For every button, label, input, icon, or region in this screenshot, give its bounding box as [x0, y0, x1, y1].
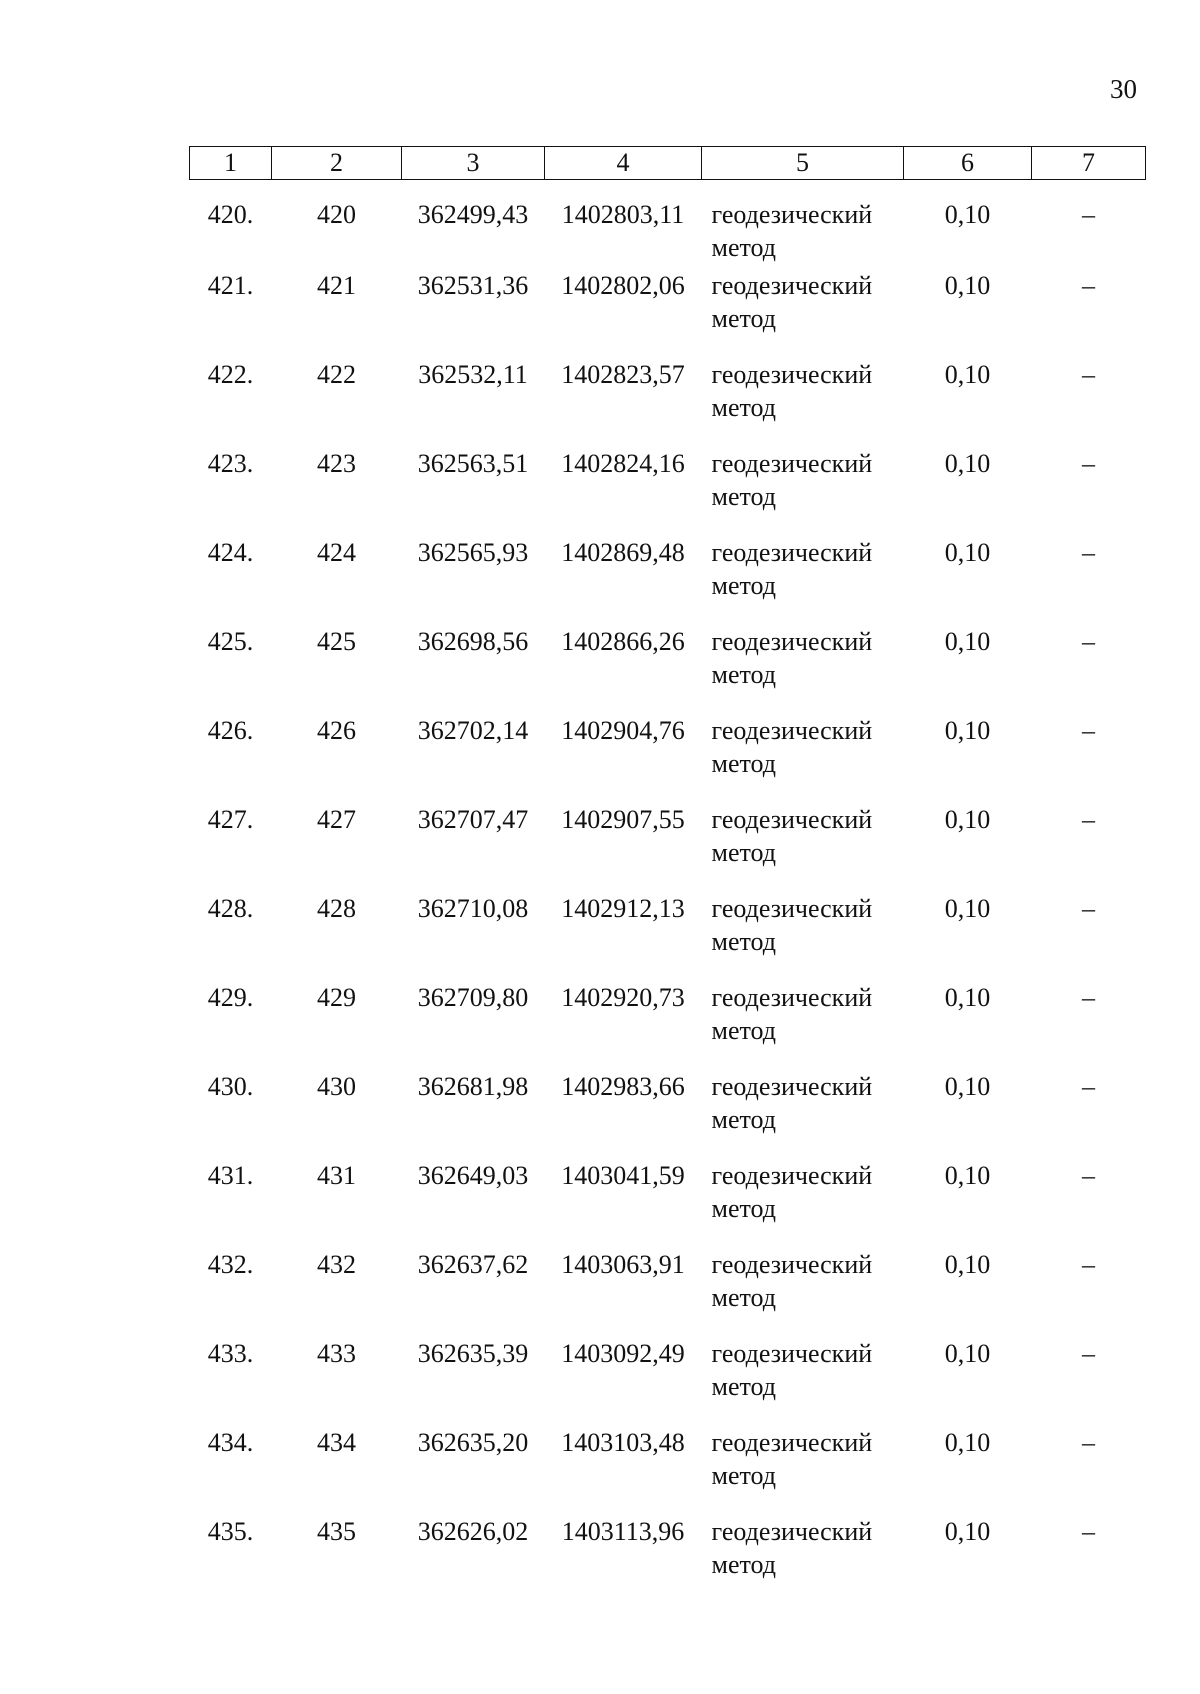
- method-line-2: метод: [711, 749, 776, 778]
- note-cell: –: [1082, 271, 1095, 300]
- row-number-cell: 420.: [207, 200, 254, 229]
- method-line-1: геодезический: [711, 200, 873, 229]
- method-cell: [702, 269, 904, 358]
- point-number-cell: 434: [317, 1428, 356, 1457]
- x-coordinate-cell: 362565,93: [417, 538, 529, 567]
- method-line-2: метод: [711, 1194, 776, 1223]
- table-row: [190, 714, 1146, 803]
- y-coordinate-cell: 1402824,16: [561, 449, 685, 478]
- column-header-5: 5: [702, 147, 904, 180]
- point-number-cell: 427: [317, 805, 356, 834]
- table-row: [190, 269, 1146, 358]
- note-cell: –: [1082, 983, 1095, 1012]
- table-row: [190, 625, 1146, 714]
- row-number-cell: 427.: [207, 805, 254, 834]
- row-number-cell: 428.: [207, 894, 254, 923]
- accuracy-cell: 0,10: [944, 627, 991, 656]
- page-number: 30: [1110, 74, 1137, 104]
- note-cell: –: [1082, 716, 1095, 745]
- row-number-cell: 429.: [207, 983, 254, 1012]
- x-coordinate-cell: 362707,47: [417, 805, 529, 834]
- method-cell: [702, 1515, 904, 1604]
- point-number-cell: 422: [317, 360, 356, 389]
- method-line-1: геодезический: [711, 449, 873, 478]
- point-number-cell: 433: [317, 1339, 356, 1368]
- accuracy-cell: 0,10: [944, 271, 991, 300]
- table-row: [190, 981, 1146, 1070]
- accuracy-cell: 0,10: [944, 1517, 991, 1546]
- point-number-cell: 432: [317, 1250, 356, 1279]
- point-number-cell: 428: [317, 894, 356, 923]
- table-row: [190, 447, 1146, 536]
- y-coordinate-cell: 1403103,48: [561, 1428, 685, 1457]
- y-coordinate-cell: 1402907,55: [561, 805, 685, 834]
- table-row: [190, 1159, 1146, 1248]
- x-coordinate-cell: 362637,62: [417, 1250, 529, 1279]
- method-line-2: метод: [711, 1372, 776, 1401]
- note-cell: –: [1082, 805, 1095, 834]
- note-cell: –: [1082, 538, 1095, 567]
- method-line-2: метод: [711, 1461, 776, 1490]
- point-number-cell: 435: [317, 1517, 356, 1546]
- table-body: [190, 180, 1146, 1605]
- column-header-7: 7: [1032, 147, 1146, 180]
- point-number-cell: 426: [317, 716, 356, 745]
- y-coordinate-cell: 1403092,49: [561, 1339, 685, 1368]
- y-coordinate-cell: 1402983,66: [561, 1072, 685, 1101]
- method-line-2: метод: [711, 838, 776, 867]
- method-line-1: геодезический: [711, 894, 873, 923]
- x-coordinate-cell: 362635,20: [417, 1428, 529, 1457]
- coordinates-table: [189, 146, 1146, 1604]
- row-number-cell: 435.: [207, 1517, 254, 1546]
- accuracy-cell: 0,10: [944, 538, 991, 567]
- point-number-cell: 429: [317, 983, 356, 1012]
- point-number-cell: 424: [317, 538, 356, 567]
- x-coordinate-cell: 362710,08: [417, 894, 529, 923]
- method-line-1: геодезический: [711, 983, 873, 1012]
- point-number-cell: 425: [317, 627, 356, 656]
- method-line-2: метод: [711, 927, 776, 956]
- method-line-1: геодезический: [711, 360, 873, 389]
- column-header-6: 6: [904, 147, 1032, 180]
- accuracy-cell: 0,10: [944, 1072, 991, 1101]
- method-line-1: геодезический: [711, 1072, 873, 1101]
- point-number-cell: 431: [317, 1161, 356, 1190]
- method-line-2: метод: [711, 1105, 776, 1134]
- point-number-cell: 430: [317, 1072, 356, 1101]
- y-coordinate-cell: 1403041,59: [561, 1161, 685, 1190]
- method-cell: [702, 1070, 904, 1159]
- method-line-1: геодезический: [711, 716, 873, 745]
- accuracy-cell: 0,10: [944, 983, 991, 1012]
- row-number-cell: 434.: [207, 1428, 254, 1457]
- method-line-1: геодезический: [711, 1428, 873, 1457]
- x-coordinate-cell: 362499,43: [417, 200, 529, 229]
- note-cell: –: [1082, 200, 1095, 229]
- note-cell: –: [1082, 449, 1095, 478]
- method-cell: [702, 1248, 904, 1337]
- method-cell: [702, 358, 904, 447]
- row-number-cell: 433.: [207, 1339, 254, 1368]
- table-row: [190, 1515, 1146, 1604]
- accuracy-cell: 0,10: [944, 200, 991, 229]
- row-number-cell: 424.: [207, 538, 254, 567]
- table-row: [190, 1337, 1146, 1426]
- method-line-2: метод: [711, 1016, 776, 1045]
- note-cell: –: [1082, 1428, 1095, 1457]
- point-number-cell: 420: [317, 200, 356, 229]
- note-cell: –: [1082, 1339, 1095, 1368]
- row-number-cell: 425.: [207, 627, 254, 656]
- row-number-cell: 426.: [207, 716, 254, 745]
- y-coordinate-cell: 1402866,26: [561, 627, 685, 656]
- row-number-cell: 431.: [207, 1161, 254, 1190]
- x-coordinate-cell: 362681,98: [417, 1072, 529, 1101]
- table-header: [190, 147, 1146, 180]
- method-line-2: метод: [711, 1550, 776, 1579]
- note-cell: –: [1082, 1072, 1095, 1101]
- method-cell: [702, 981, 904, 1070]
- method-line-1: геодезический: [711, 1517, 873, 1546]
- row-number-cell: 422.: [207, 360, 254, 389]
- x-coordinate-cell: 362649,03: [417, 1161, 529, 1190]
- table-row: [190, 358, 1146, 447]
- method-cell: [702, 1337, 904, 1426]
- x-coordinate-cell: 362698,56: [417, 627, 529, 656]
- method-line-2: метод: [711, 571, 776, 600]
- accuracy-cell: 0,10: [944, 894, 991, 923]
- accuracy-cell: 0,10: [944, 805, 991, 834]
- method-line-2: метод: [711, 233, 776, 262]
- method-line-1: геодезический: [711, 627, 873, 656]
- y-coordinate-cell: 1402920,73: [561, 983, 685, 1012]
- method-cell: [702, 892, 904, 981]
- y-coordinate-cell: 1402803,11: [561, 200, 685, 229]
- accuracy-cell: 0,10: [944, 449, 991, 478]
- method-cell: [702, 714, 904, 803]
- method-cell: [702, 1426, 904, 1515]
- method-line-1: геодезический: [711, 271, 873, 300]
- header-row: [190, 147, 1146, 180]
- x-coordinate-cell: 362702,14: [417, 716, 529, 745]
- method-line-1: геодезический: [711, 805, 873, 834]
- y-coordinate-cell: 1402802,06: [561, 271, 685, 300]
- table-row: [190, 1426, 1146, 1515]
- x-coordinate-cell: 362563,51: [417, 449, 529, 478]
- note-cell: –: [1082, 1517, 1095, 1546]
- accuracy-cell: 0,10: [944, 1161, 991, 1190]
- x-coordinate-cell: 362531,36: [417, 271, 529, 300]
- y-coordinate-cell: 1403063,91: [561, 1250, 685, 1279]
- y-coordinate-cell: 1402869,48: [561, 538, 685, 567]
- accuracy-cell: 0,10: [944, 1250, 991, 1279]
- method-cell: [702, 180, 904, 270]
- accuracy-cell: 0,10: [944, 1428, 991, 1457]
- method-line-2: метод: [711, 1283, 776, 1312]
- table-row: [190, 892, 1146, 981]
- method-cell: [702, 536, 904, 625]
- method-cell: [702, 803, 904, 892]
- method-line-2: метод: [711, 660, 776, 689]
- y-coordinate-cell: 1402823,57: [561, 360, 685, 389]
- method-cell: [702, 1159, 904, 1248]
- method-line-2: метод: [711, 304, 776, 333]
- note-cell: –: [1082, 894, 1095, 923]
- accuracy-cell: 0,10: [944, 360, 991, 389]
- method-line-1: геодезический: [711, 1339, 873, 1368]
- point-number-cell: 421: [317, 271, 356, 300]
- method-line-1: геодезический: [711, 1161, 873, 1190]
- y-coordinate-cell: 1403113,96: [561, 1517, 685, 1546]
- column-header-4: 4: [545, 147, 702, 180]
- note-cell: –: [1082, 360, 1095, 389]
- table-row: [190, 803, 1146, 892]
- y-coordinate-cell: 1402904,76: [561, 716, 685, 745]
- note-cell: –: [1082, 1161, 1095, 1190]
- method-line-2: метод: [711, 393, 776, 422]
- x-coordinate-cell: 362635,39: [417, 1339, 529, 1368]
- table-row: [190, 536, 1146, 625]
- point-number-cell: 423: [317, 449, 356, 478]
- row-number-cell: 423.: [207, 449, 254, 478]
- x-coordinate-cell: 362626,02: [417, 1517, 529, 1546]
- column-header-1: 1: [190, 147, 272, 180]
- column-header-2: 2: [272, 147, 402, 180]
- table-row: [190, 1070, 1146, 1159]
- table-row: [190, 180, 1146, 270]
- note-cell: –: [1082, 627, 1095, 656]
- method-cell: [702, 625, 904, 714]
- method-line-1: геодезический: [711, 538, 873, 567]
- x-coordinate-cell: 362532,11: [418, 360, 528, 389]
- x-coordinate-cell: 362709,80: [417, 983, 529, 1012]
- accuracy-cell: 0,10: [944, 1339, 991, 1368]
- row-number-cell: 421.: [207, 271, 254, 300]
- method-cell: [702, 447, 904, 536]
- row-number-cell: 432.: [207, 1250, 254, 1279]
- row-number-cell: 430.: [207, 1072, 254, 1101]
- method-line-2: метод: [711, 482, 776, 511]
- y-coordinate-cell: 1402912,13: [561, 894, 685, 923]
- accuracy-cell: 0,10: [944, 716, 991, 745]
- method-line-1: геодезический: [711, 1250, 873, 1279]
- column-header-3: 3: [402, 147, 545, 180]
- table-row: [190, 1248, 1146, 1337]
- note-cell: –: [1082, 1250, 1095, 1279]
